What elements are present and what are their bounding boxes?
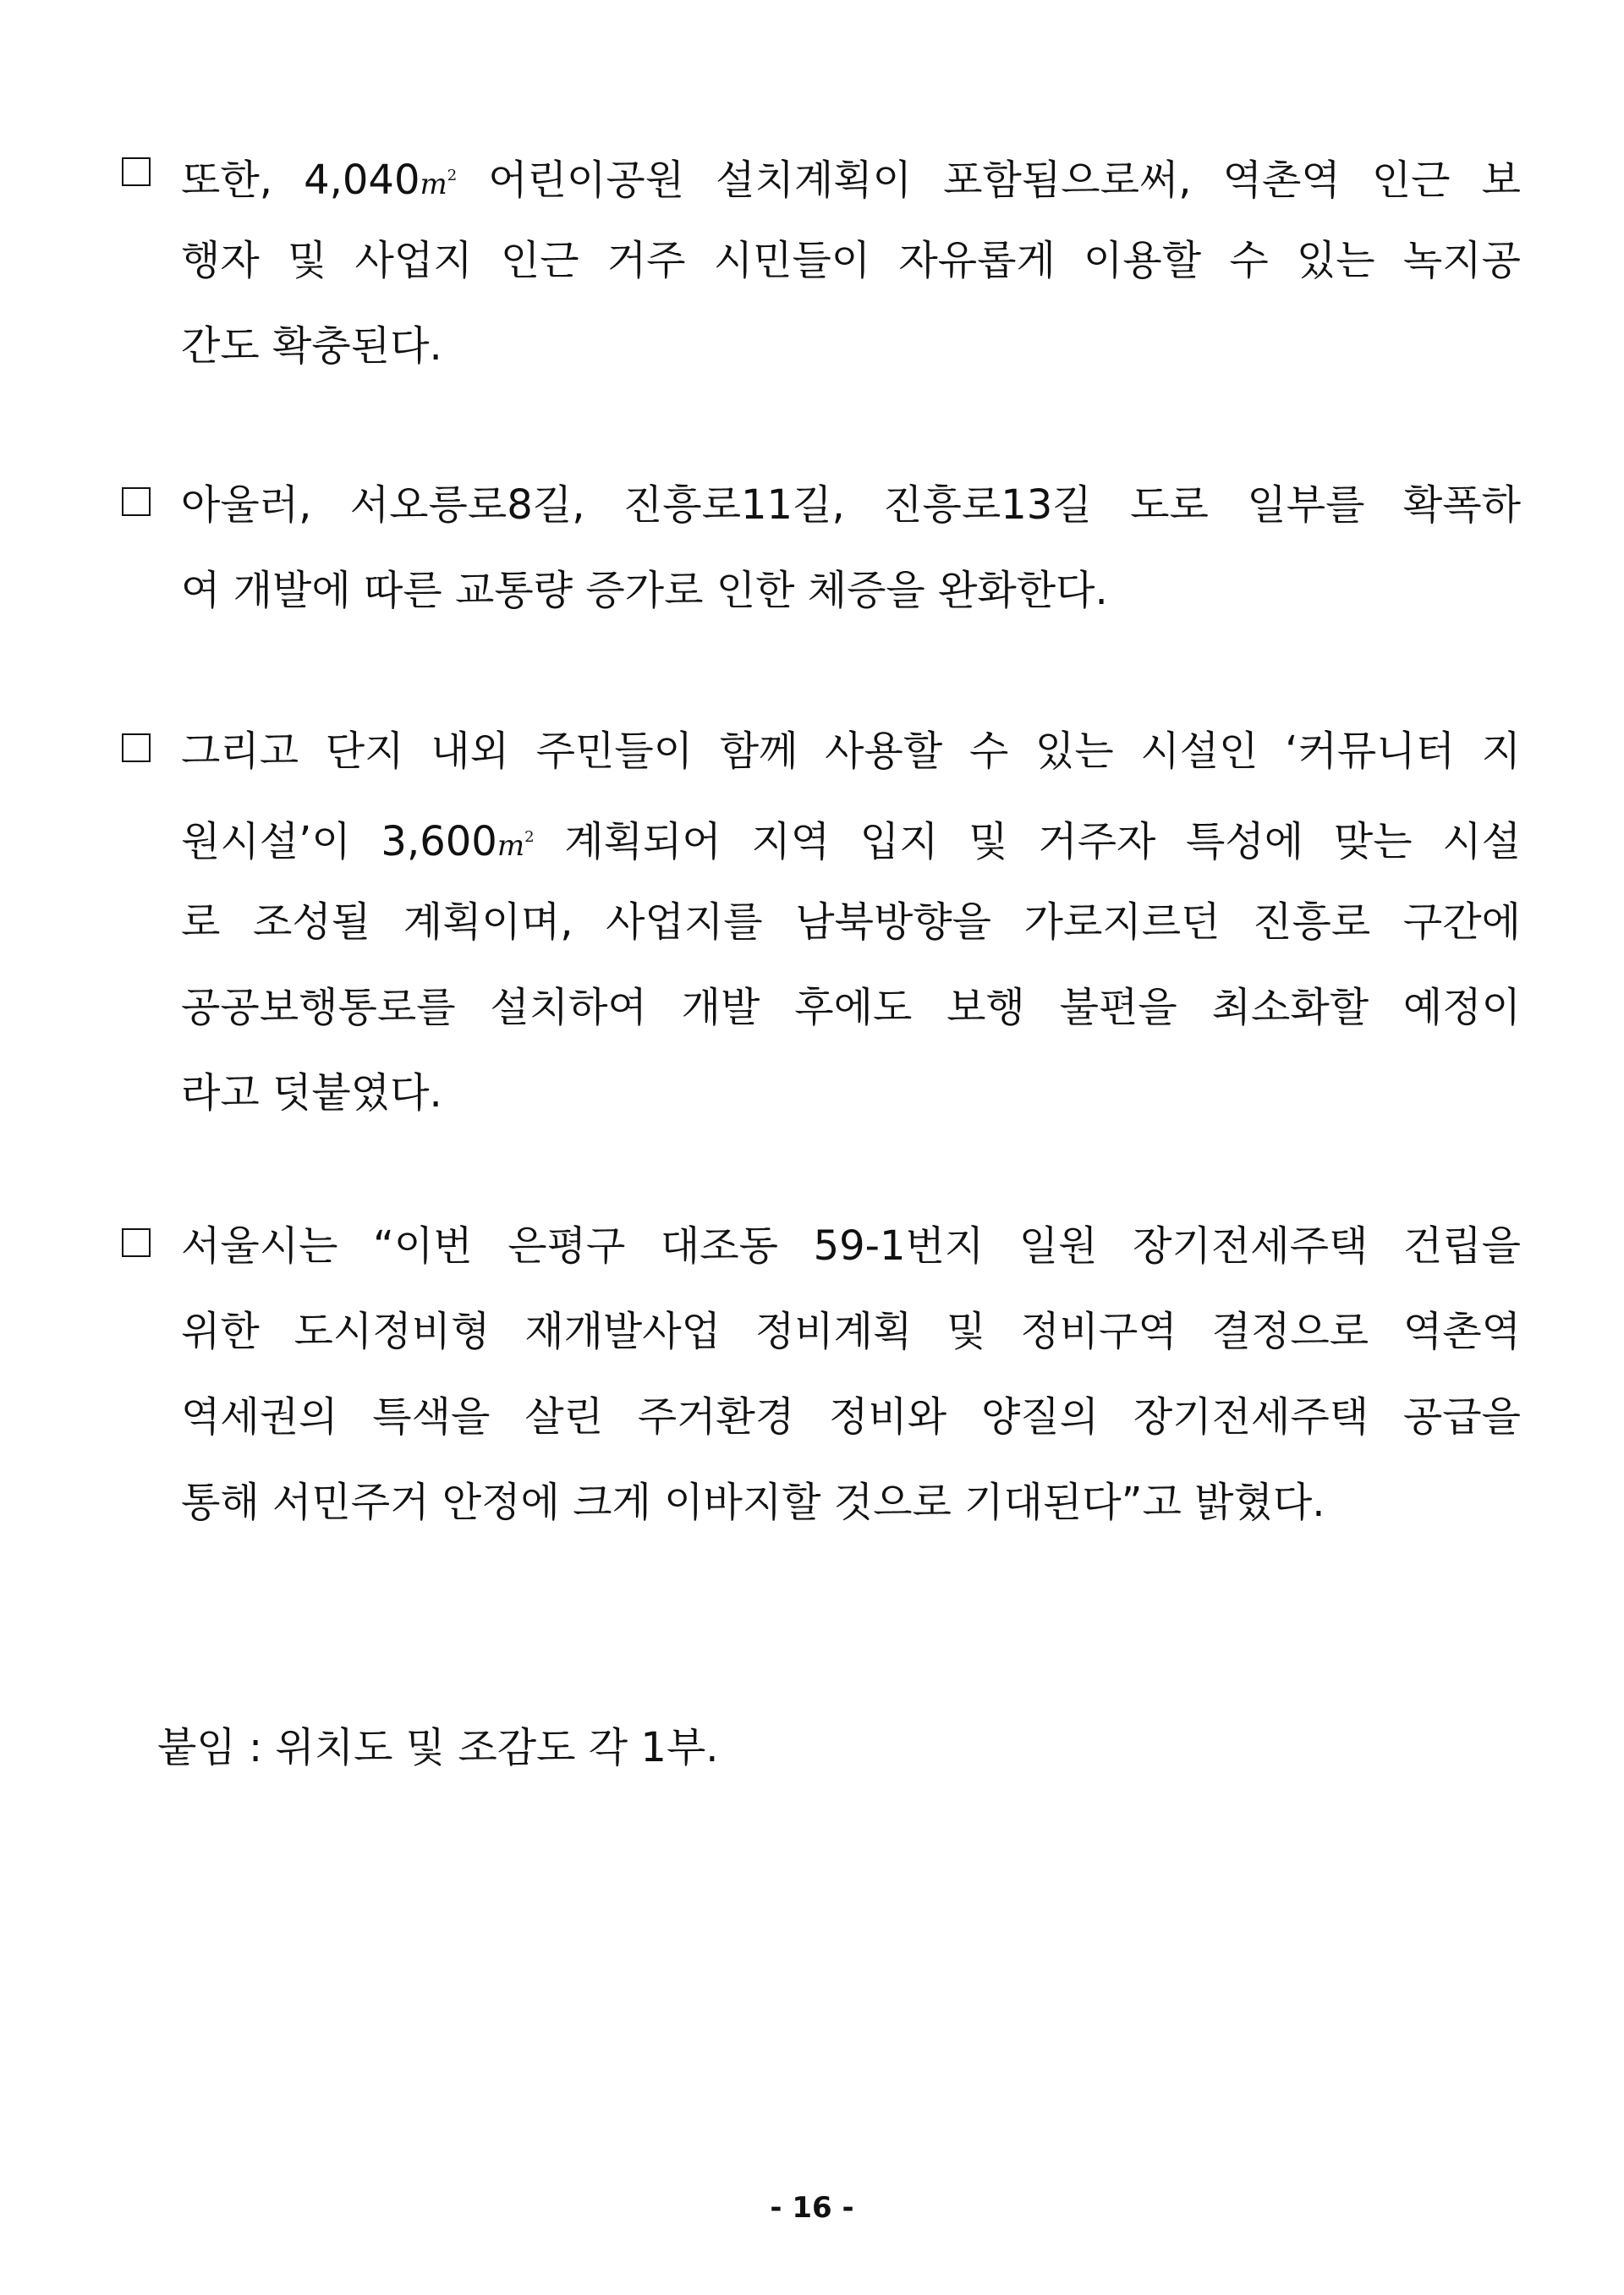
- text-line: [117, 794, 1521, 880]
- paragraph-community: [117, 709, 1521, 1136]
- text-line: 로 조성될 계획이며, 사업지를 남북방향을 가로지르던 진흥로 구간에: [181, 898, 1521, 946]
- text-line: 통해 서민주거 안정에 크게 이바지할 것으로 기대된다”고 밝혔다.: [181, 1479, 1325, 1526]
- attachment-note: 붙임 : 위치도 및 조감도 각 1부.: [157, 1724, 719, 1771]
- text-line: 공공보행통로를 설치하여 개발 후에도 보행 불편을 최소화할 예정이: [181, 984, 1521, 1031]
- text-line: 행자 및 사업지 인근 거주 시민들이 자유롭게 이용할 수 있는 녹지공: [181, 237, 1521, 284]
- paragraph-roads: [117, 463, 1521, 634]
- text-line: 그리고 단지 내외 주민들이 함께 사용할 수 있는 시설인 ‘커뮤니터 지: [117, 709, 1521, 794]
- text-line: 아울러, 서오릉로8길, 진흥로11길, 진흥로13길 도로 일부를 확폭하: [117, 463, 1521, 548]
- checkbox-bullet-icon: [122, 487, 151, 516]
- text-line: 여 개발에 따른 교통량 증가로 인한 체증을 완화한다.: [181, 567, 1108, 614]
- checkbox-bullet-icon: [122, 157, 151, 186]
- text-line: [117, 133, 1521, 218]
- paragraph-park: [117, 133, 1521, 389]
- text-line: 간도 확충된다.: [181, 322, 442, 370]
- text-line: 서울시는 “이번 은평구 대조동 59-1번지 일원 장기전세주택 건립을: [117, 1204, 1521, 1289]
- text-segment: 계획되어 지역 입지 및 거주자 특성에 맞는 시설: [534, 818, 1521, 865]
- text-segment: 또한, 4,040: [181, 156, 420, 204]
- checkbox-bullet-icon: [122, 1228, 151, 1257]
- paragraph-seoul-statement: [117, 1204, 1521, 1546]
- page-number: - 16 -: [770, 2191, 854, 2225]
- square-meter-unit: $m^2$: [420, 167, 458, 201]
- square-meter-unit: $m^2$: [497, 828, 535, 863]
- checkbox-bullet-icon: [122, 733, 151, 762]
- text-line: 역세권의 특색을 살린 주거환경 정비와 양질의 장기전세주택 공급을: [181, 1393, 1521, 1441]
- text-segment: 어린이공원 설치계획이 포함됨으로써, 역촌역 인근 보: [457, 156, 1521, 204]
- text-line: 위한 도시정비형 재개발사업 정비계획 및 정비구역 결정으로 역촌역: [181, 1308, 1521, 1355]
- text-segment: 원시설’이 3,600: [181, 818, 497, 865]
- text-line: 라고 덧붙였다.: [181, 1069, 442, 1117]
